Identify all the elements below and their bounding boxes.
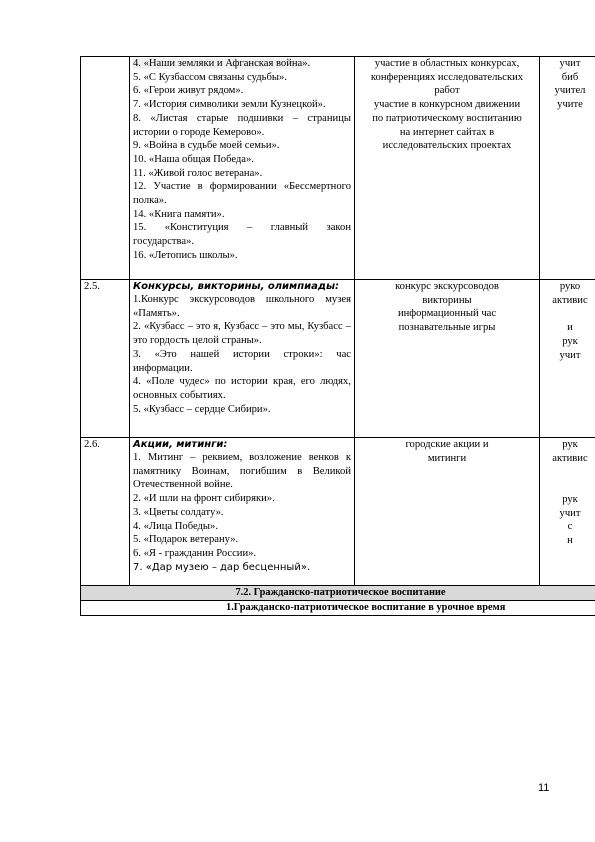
- form-line: исследовательских проектах: [382, 140, 512, 152]
- events-cell: [130, 280, 355, 438]
- list-item: 7. «Дар музею – дар бесценный».: [133, 561, 311, 573]
- list-item: 12. Участие в формировании «Бессмертного полка».: [133, 181, 351, 207]
- form-line: информационный час: [397, 308, 497, 320]
- list-item: 8. «Листая старые подшивки – страницы истории о городе Кемерово».: [133, 112, 351, 138]
- form-line: работ: [434, 85, 460, 97]
- responsible-line: [543, 479, 595, 493]
- responsible-cell: [540, 438, 595, 586]
- list-item: 4. «Наши земляки и Афганская война».: [133, 58, 311, 69]
- list-item: 15. «Конституция – главный закон государства».: [133, 222, 351, 248]
- responsible-line: руко: [559, 281, 581, 292]
- list-item: 3. «Цветы солдату».: [133, 506, 224, 518]
- plan-table: [80, 56, 595, 616]
- list-item: 3. «Это нашей истории строки»: час информации.: [133, 348, 351, 374]
- form-line: познавательные игры: [398, 322, 496, 334]
- forms-cell: [355, 280, 540, 438]
- list-item: 7. «История символики земли Кузнецкой».: [133, 99, 326, 111]
- subsection-title: 1.Гражданско-патриотическое воспитание в урочное время: [81, 601, 595, 616]
- list-item: 2. «Кузбасс – это я, Кузбасс – это мы, Кузбасс – это гордость целой страны».: [133, 321, 351, 347]
- responsible-cell: [540, 280, 595, 438]
- form-line: викторины: [422, 294, 472, 306]
- responsible-line: учит: [559, 349, 581, 361]
- list-item: 1.Конкурс экскурсоводов школьного музея «Память».: [133, 294, 351, 319]
- list-item: 5. «С Кузбассом связаны судьбы».: [133, 71, 287, 83]
- responsible-cell: [540, 57, 595, 280]
- subsection-row: [81, 601, 595, 616]
- section-heading: Акции, митинги:: [133, 439, 228, 450]
- list-item: 5. «Подарок ветерану».: [133, 534, 239, 546]
- row-number-cell: 2.5.: [81, 280, 130, 438]
- list-item: 6. «Я - гражданин России».: [133, 547, 257, 559]
- responsible-line: рук: [562, 335, 578, 347]
- table-row: [81, 280, 595, 438]
- responsible-line: с: [567, 521, 573, 533]
- list-item: 1. Митинг – реквием, возложение венков к памятнику Воинам, погибшим в Великой Отечественной войне.: [133, 452, 351, 491]
- list-item: 5. «Кузбасс – сердце Сибири».: [133, 403, 271, 415]
- list-item: 11. «Живой голос ветерана».: [133, 167, 263, 179]
- responsible-line: учите: [557, 99, 583, 111]
- section-row: [81, 586, 595, 601]
- form-line: конкурс экскурсоводов: [395, 281, 499, 292]
- list-item: 14. «Книга памяти».: [133, 208, 225, 220]
- responsible-line: учител: [554, 85, 586, 97]
- responsible-line: рук: [562, 439, 578, 450]
- responsible-line: учит: [559, 507, 581, 519]
- row-number-cell: 2.6.: [81, 438, 130, 586]
- form-line: по патриотическому воспитанию: [372, 112, 522, 124]
- list-item: 9. «Война в судьбе моей семьи».: [133, 140, 280, 152]
- list-item: 4. «Лица Победы».: [133, 520, 218, 532]
- list-item: 10. «Наша общая Победа».: [133, 153, 254, 165]
- form-line: участие в областных конкурсах,: [374, 58, 520, 69]
- responsible-line: учит: [559, 58, 581, 69]
- form-line: митинги: [427, 452, 467, 464]
- form-line: на интернет сайтах в: [399, 126, 495, 138]
- list-item: 2. «И шли на фронт сибиряки».: [133, 493, 275, 505]
- responsible-line: [543, 465, 595, 479]
- page-number: 11: [538, 782, 550, 794]
- list-item: 16. «Летопись школы».: [133, 249, 238, 261]
- section-heading: Конкурсы, викторины, олимпиады:: [133, 281, 340, 292]
- list-item: 6. «Герои живут рядом».: [133, 85, 244, 97]
- row-number-cell: [81, 57, 130, 280]
- events-cell: [130, 57, 355, 280]
- responsible-line: активис: [552, 452, 588, 464]
- table-row: [81, 438, 595, 586]
- responsible-line: [543, 307, 595, 321]
- events-cell: [130, 438, 355, 586]
- form-line: конференциях исследовательских: [370, 71, 524, 83]
- responsible-line: н: [567, 534, 573, 546]
- section-title: 7.2. Гражданско-патриотическое воспитание: [81, 586, 595, 601]
- responsible-line: биб: [561, 71, 579, 83]
- forms-cell: [355, 438, 540, 586]
- responsible-line: и: [567, 322, 573, 334]
- form-line: городские акции и: [405, 439, 489, 450]
- responsible-line: рук: [562, 493, 578, 505]
- form-line: участие в конкурсном движении: [373, 99, 521, 111]
- table-row: [81, 57, 595, 280]
- responsible-line: активис: [552, 294, 588, 306]
- forms-cell: [355, 57, 540, 280]
- list-item: 4. «Поле чудес» по истории края, его людях, основных событиях.: [133, 376, 351, 401]
